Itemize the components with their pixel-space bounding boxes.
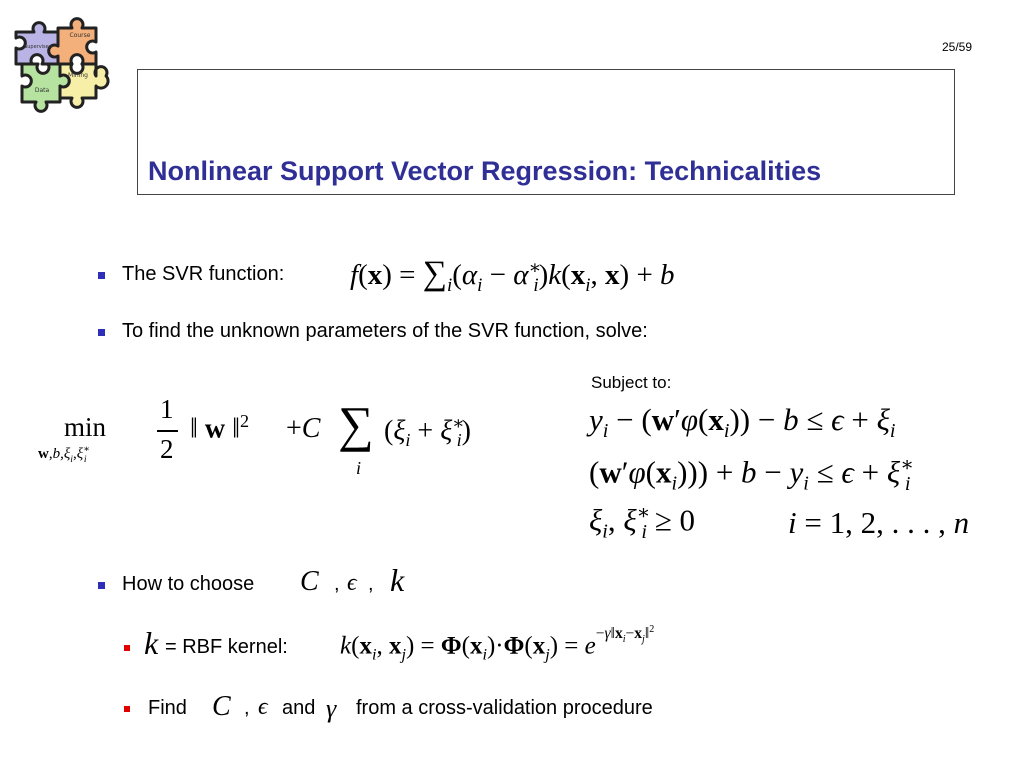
- find-param-gamma: γ: [326, 694, 337, 723]
- find-label: Find: [148, 697, 187, 719]
- comma-sep: ,: [334, 573, 340, 595]
- param-c: C: [300, 566, 319, 597]
- logo-label-mining: Mining: [68, 72, 88, 79]
- min-subscript: $w,b,\xi_i,\xi^∗_i$: [38, 444, 90, 465]
- sub-bullet-marker: [124, 706, 130, 712]
- index-range: i = 1, 2, . . . , n: [788, 505, 970, 540]
- cross-validation-text: from a cross-validation procedure: [356, 697, 653, 719]
- fraction-numerator: 1: [160, 394, 174, 424]
- bullet-marker: [98, 272, 105, 279]
- logo-label-data: Data: [34, 87, 50, 94]
- constraint-1: $y_i - (w'\varphi(x_i)) - b \le \epsilon + \xi_i$: [589, 402, 896, 443]
- kernel-symbol: k: [144, 625, 159, 661]
- sub-bullet-marker: [124, 645, 130, 651]
- param-k: k: [390, 562, 405, 598]
- comma-sep: ,: [368, 573, 374, 595]
- find-param-epsilon: ϵ: [258, 694, 268, 720]
- puzzle-logo: [8, 10, 116, 114]
- page-number: 25/59: [942, 40, 973, 54]
- comma-sep: ,: [244, 697, 250, 719]
- bullet-solve-label: To find the unknown parameters of the SVR function, solve:: [122, 320, 648, 342]
- bullet-marker: [98, 582, 105, 589]
- norm-term: ‖ w ‖$^2$: [190, 411, 250, 445]
- svr-function-formula: $f(x) = \sum_i(\alpha_i - \alpha^∗_i)k(x_i$, x) + b: [350, 255, 675, 296]
- subject-to-label: Subject to:: [591, 373, 672, 392]
- bullet-svr-function-label: The SVR function:: [122, 263, 285, 285]
- and-word: and: [282, 697, 316, 719]
- c-term: +C: [286, 413, 321, 444]
- fraction-denominator: 2: [160, 434, 174, 464]
- rbf-kernel-formula: $k(x_i$, $x_j) = \Phi(x_i)\cdot\Phi(x_j) = e^{-\gamma‖x_i-x_j‖^2}$: [340, 624, 655, 664]
- constraint-2: $(w'\varphi(x_i))) + b - y_i \le \epsilon + \xi^∗_i$: [589, 454, 914, 495]
- min-operator: min: [64, 412, 107, 442]
- slide-title: Nonlinear Support Vector Regression: Technicalities: [148, 156, 822, 186]
- fraction-bar: [157, 430, 178, 432]
- rbf-kernel-label: = RBF kernel:: [165, 636, 288, 658]
- logo-label-supervised: Supervised: [24, 44, 52, 50]
- find-param-c: C: [212, 691, 231, 722]
- logo-label-course: Course: [69, 32, 91, 39]
- constraint-3: $\xi_i$, $\xi^∗_i \ge 0$: [589, 502, 695, 543]
- bullet-choose-label: How to choose: [122, 573, 255, 595]
- sum-symbol: ∑: [338, 396, 374, 452]
- slack-sum: $(\xi_i + \xi^∗_i)$: [384, 413, 471, 450]
- puzzle-piece-mining: [60, 64, 108, 107]
- bullet-marker: [98, 329, 105, 336]
- param-epsilon: ϵ: [347, 570, 357, 596]
- sum-index: i: [356, 458, 362, 478]
